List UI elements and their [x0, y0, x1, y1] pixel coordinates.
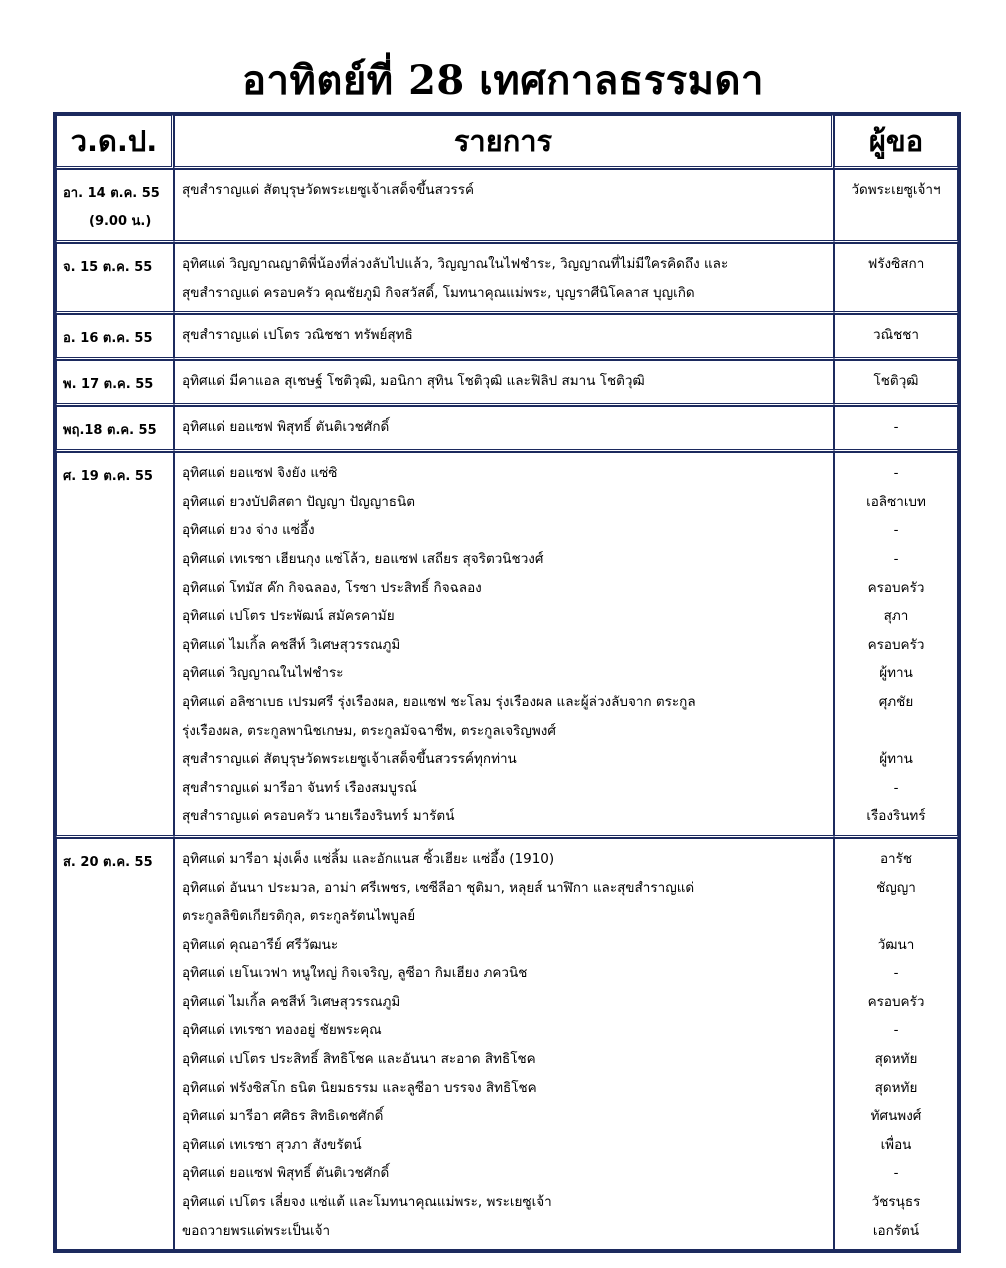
intention-line: อุทิศแด่ ยวง จ่าง แซ่อึ้ง — [182, 522, 315, 539]
intention-line: อุทิศแด่ เทเรซา เฮียนกุง แซ่โล้ว, ยอแซฟ เสถียร สุจริตวนิชวงศ์ — [182, 550, 544, 567]
date-cell — [56, 360, 174, 406]
header-date: ว.ด.ป. — [56, 115, 174, 169]
requester-name: วัดพระเยซูเจ้าฯ — [851, 182, 941, 198]
requester-name: - — [893, 522, 899, 539]
intention-line: สุขสำราญแด่ สัตบุรุษวัดพระเยซูเจ้าเสด็จขึ้นสวรรค์ทุกท่าน — [182, 751, 517, 768]
intention-line: อุทิศแด่ ยอแซฟ จิงยัง แซ่ซิ — [182, 465, 338, 482]
items-cell — [174, 838, 834, 1250]
requester-name: เพื่อน — [880, 1136, 912, 1153]
intention-line: สุขสำราญแด่ มารีอา จันทร์ เรืองสมบูรณ์ — [182, 779, 417, 796]
intention-line: อุทิศแด่ อันนา ประมวล, อาม่า ศรีเพชร, เซซีลีอา ชุติมา, หลุยส์ นาฬิกา และสุขสำราญแด่ — [182, 879, 695, 896]
time-text: (9.00 น.) — [89, 214, 152, 229]
date-cell — [56, 406, 174, 452]
intention-line: อุทิศแด่ มารีอา มุ่งเค็ง แซ่ลิ้ม และอักแนส ซิ้วเฮียะ แซ่อึ้ง (1910) — [182, 850, 555, 867]
intention-line: อุทิศแด่ โทมัส ค๊ก กิจฉลอง, โรซา ประสิทธิ์ กิจฉลอง — [182, 579, 482, 596]
requester-name: ทัศนพงศ์ — [870, 1108, 922, 1125]
intention-line: อุทิศแด่ เทเรซา สุวภา สังขรัตน์ — [182, 1136, 362, 1153]
intention-line: อุทิศแด่ ฟรังซิสโก ธนิต นิยมธรรม และลูซีอา บรรจง สิทธิโชค — [182, 1079, 537, 1096]
requester-cell — [834, 169, 958, 243]
requester-name: ครอบครัว — [867, 579, 925, 596]
requester-name: วัชรนุธร — [871, 1194, 921, 1211]
requester-name: ครอบครัว — [867, 993, 925, 1010]
items-cell — [174, 452, 834, 838]
requester-cell — [834, 360, 958, 406]
date-text: จ. 15 ต.ค. 55 — [63, 260, 153, 275]
intention-line: อุทิศแด่ วิญญาณในไฟชำระ — [182, 665, 344, 682]
date-cell — [56, 243, 174, 314]
day-row — [56, 169, 958, 243]
intention-line: อุทิศแด่ เปโตร ประพัฒน์ สมัครคามัย — [182, 608, 395, 625]
date-text: ส. 20 ต.ค. 55 — [63, 854, 153, 870]
day-row — [56, 243, 958, 314]
requester-name: ครอบครัว — [867, 636, 925, 653]
requester-name: สุภา — [883, 608, 909, 625]
date-cell — [56, 838, 174, 1250]
requester-name: - — [893, 1022, 899, 1039]
items-cell — [174, 360, 834, 406]
requester-name: สุดหทัย — [874, 1079, 918, 1096]
date-text: พฤ.18 ต.ค. 55 — [63, 423, 157, 439]
requester-name: ผู้ทาน — [879, 665, 913, 682]
intention-line: อุทิศแด่ ไมเกิ้ล คชสีห์ วิเศษสุวรรณภูมิ — [182, 993, 401, 1010]
header-requester: ผู้ขอ — [834, 115, 958, 169]
page-title: อาทิตย์ที่ 28 เทศกาลธรรมดา — [242, 57, 764, 104]
intention-line: อุทิศแด่ อลิซาเบธ เปรมศรี รุ่งเรืองผล, ยอแซฟ ชะโลม รุ่งเรืองผล และผู้ล่วงลับจาก ตระกูล — [182, 693, 696, 710]
items-cell — [174, 169, 834, 243]
requester-cell — [834, 243, 958, 314]
requester-name: อารัช — [879, 850, 913, 867]
requester-name: เอกรัตน์ — [872, 1222, 920, 1239]
day-row — [56, 452, 958, 838]
requester-name: เรืองรินทร์ — [866, 808, 926, 825]
date-cell — [56, 169, 174, 243]
intention-line: สุขสำราญแด่ เปโตร วณิชชา ทรัพย์สุทธิ — [182, 327, 413, 344]
requester-name: - — [893, 419, 899, 436]
day-row — [56, 314, 958, 360]
requester-name — [835, 279, 957, 308]
date-text: พ. 17 ต.ค. 55 — [63, 377, 154, 393]
requester-name: โชติวุฒิ — [873, 373, 919, 390]
requester-name: - — [893, 965, 899, 982]
requester-name: - — [893, 1165, 899, 1182]
intention-line: ขอถวายพรแด่พระเป็นเจ้า — [182, 1222, 331, 1239]
day-row — [56, 406, 958, 452]
requester-name: - — [893, 550, 899, 567]
requester-name — [835, 717, 957, 746]
items-cell — [174, 314, 834, 360]
requester-name: - — [893, 779, 899, 796]
requester-name: สุดหทัย — [874, 1051, 918, 1068]
intention-line: อุทิศแด่ ยอแซฟ พิสุทธิ์ ตันติเวชศักดิ์ — [182, 1165, 390, 1182]
intention-line: สุขสำราญแด่ ครอบครัว นายเรืองรินทร์ มารัตน์ — [182, 808, 455, 825]
date-cell — [56, 452, 174, 838]
day-row — [56, 838, 958, 1250]
header-row — [56, 115, 958, 169]
intention-line: สุขสำราญแด่ สัตบุรุษวัดพระเยซูเจ้าเสด็จขึ้นสวรรค์ — [182, 182, 474, 198]
intention-line: รุ่งเรืองผล, ตระกูลพานิชเกษม, ตระกูลมัจฉาชีพ, ตระกูลเจริญพงศ์ — [182, 722, 556, 739]
requester-cell — [834, 452, 958, 838]
requester-cell — [834, 838, 958, 1250]
requester-name: เอลิซาเบท — [866, 493, 926, 510]
intention-line: อุทิศแด่ เปโตร เลี่ยจง แซ่แต้ และโมทนาคุณแม่พระ, พระเยซูเจ้า — [182, 1194, 552, 1211]
requester-cell — [834, 314, 958, 360]
date-text: ศ. 19 ต.ค. 55 — [63, 469, 153, 485]
requester-name — [835, 902, 957, 931]
requester-name: วณิชชา — [872, 327, 919, 344]
intention-line: อุทิศแด่ เทเรซา ทองอยู่ ชัยพระคุณ — [182, 1022, 382, 1039]
intention-line: อุทิศแด่ ยวงบัปติสตา ปัญญา ปัญญาธนิต — [182, 493, 416, 510]
requester-name: ศุภชัย — [878, 693, 914, 710]
intention-line: อุทิศแด่ เยโนเวฟา หนูใหญ่ กิจเจริญ, ลูซีอา กิมเฮียง ภควนิช — [182, 965, 528, 982]
intention-line: อุทิศแด่ มีคาแอล สุเชษฐ์ โชติวุฒิ, มอนิกา สุทิน โชติวุฒิ และฟิลิป สมาน โชติวุฒิ — [182, 373, 645, 390]
day-row — [56, 360, 958, 406]
date-text: อา. 14 ต.ค. 55 — [63, 186, 160, 201]
date-text: อ. 16 ต.ค. 55 — [63, 331, 153, 347]
header-items: รายการ — [174, 115, 834, 169]
requester-cell — [834, 406, 958, 452]
requester-name: ชัญญา — [876, 879, 916, 896]
intention-line: อุทิศแด่ คุณอารีย์ ศรีวัฒนะ — [182, 936, 339, 953]
intention-line: อุทิศแด่ วิญญาณญาติพี่น้องที่ล่วงลับไปแล้ว, วิญญาณในไฟชำระ, วิญญาณที่ไม่มีใครคิดถึง และ — [182, 256, 729, 272]
items-cell — [174, 406, 834, 452]
intention-line: ตระกูลลิขิตเกียรติกุล, ตระกูลรัตนไพบูลย์ — [182, 908, 416, 925]
requester-name: ผู้ทาน — [879, 751, 913, 768]
intention-line: อุทิศแด่ ไมเกิ้ล คชสีห์ วิเศษสุวรรณภูมิ — [182, 636, 401, 653]
requester-name: - — [893, 465, 899, 482]
requester-name: วัฒนา — [877, 936, 915, 953]
intention-line: อุทิศแด่ เปโตร ประสิทธิ์ สิทธิโชค และอันนา สะอาด สิทธิโชค — [182, 1051, 536, 1068]
intention-line: อุทิศแด่ มารีอา ศศิธร สิทธิเดชศักดิ์ — [182, 1108, 384, 1125]
items-cell — [174, 243, 834, 314]
requester-name: ฟรังซิสกา — [867, 256, 925, 272]
date-cell — [56, 314, 174, 360]
mass-intention-table — [53, 112, 961, 1253]
intention-line: อุทิศแด่ ยอแซฟ พิสุทธิ์ ตันติเวชศักดิ์ — [182, 419, 390, 436]
intention-line: สุขสำราญแด่ ครอบครัว คุณชัยภูมิ กิจสวัสดิ์, โมทนาคุณแม่พระ, บุญราศีนิโคลาส บุญเกิด — [182, 284, 695, 301]
